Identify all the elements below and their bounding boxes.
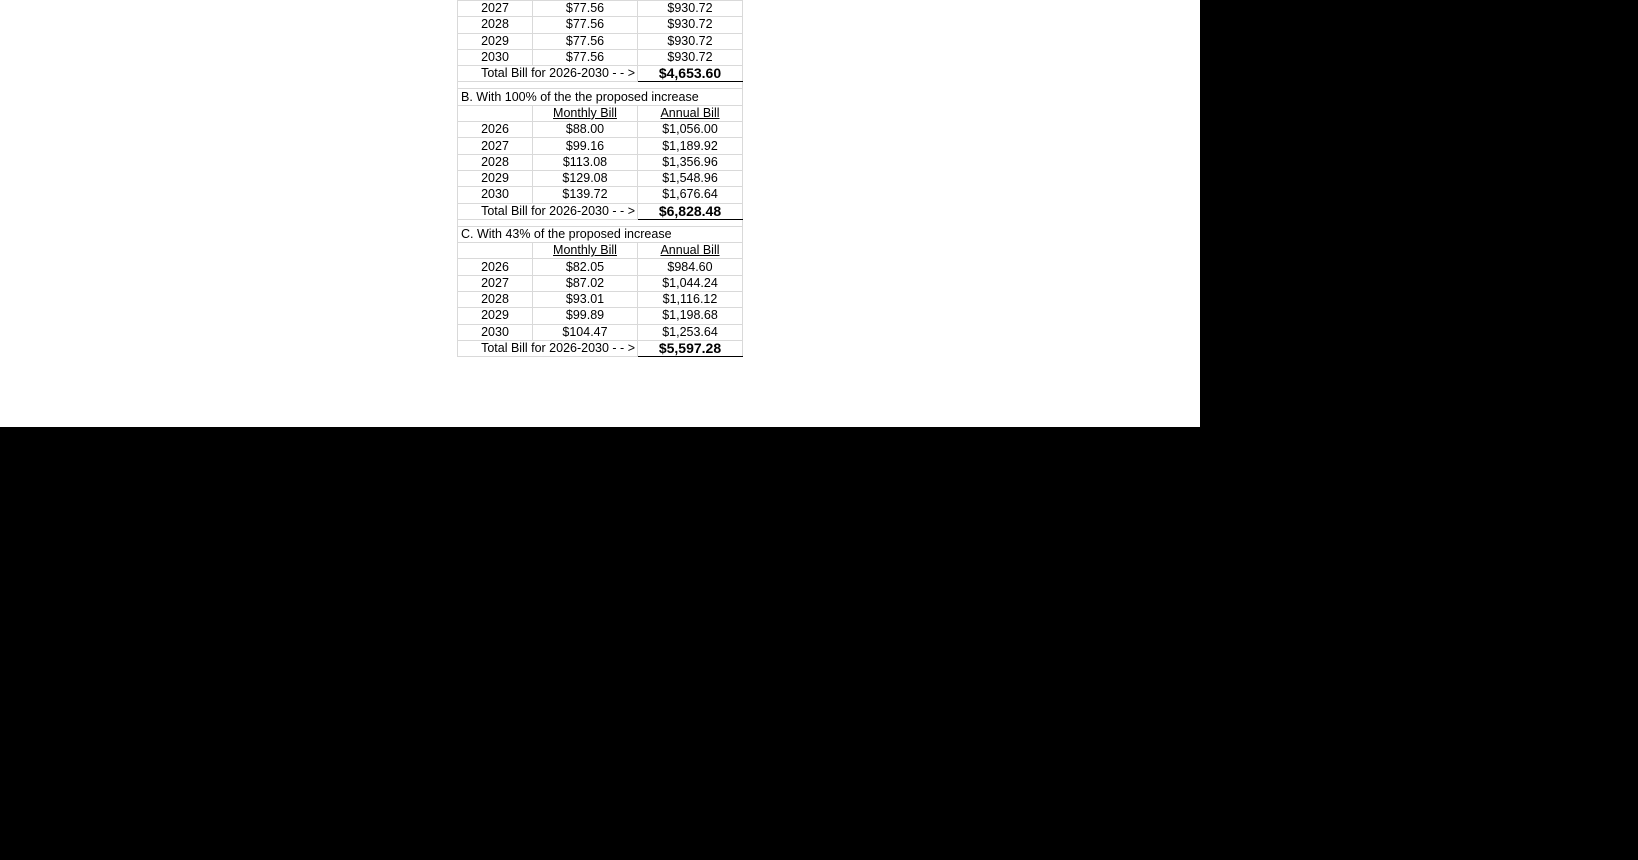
year-cell: 2027 [458, 275, 533, 291]
year-cell: 2026 [458, 122, 533, 138]
bill-table [457, 0, 743, 357]
table-row [458, 275, 743, 291]
monthly-bill-cell: $87.02 [533, 275, 638, 291]
year-cell: 2030 [458, 49, 533, 65]
year-cell: 2029 [458, 308, 533, 324]
monthly-bill-cell: $113.08 [533, 154, 638, 170]
total-label: Total Bill for 2026-2030 - - > [458, 203, 638, 219]
spacer-row [458, 82, 743, 89]
monthly-bill-cell: $82.05 [533, 259, 638, 275]
annual-bill-cell: $1,548.96 [638, 170, 743, 186]
annual-bill-cell: $930.72 [638, 1, 743, 17]
monthly-bill-cell: $77.56 [533, 17, 638, 33]
table-row [458, 259, 743, 275]
year-cell: 2026 [458, 259, 533, 275]
total-label: Total Bill for 2026-2030 - - > [458, 340, 638, 356]
table-row [458, 308, 743, 324]
year-cell: 2028 [458, 292, 533, 308]
annual-bill-cell: $930.72 [638, 33, 743, 49]
header-row [458, 105, 743, 121]
table-row [458, 187, 743, 203]
annual-bill-cell: $1,676.64 [638, 187, 743, 203]
monthly-bill-header: Monthly Bill [533, 105, 638, 121]
annual-bill-header: Annual Bill [638, 243, 743, 259]
monthly-bill-cell: $104.47 [533, 324, 638, 340]
annual-bill-cell: $930.72 [638, 17, 743, 33]
year-cell: 2029 [458, 33, 533, 49]
monthly-bill-header: Monthly Bill [533, 243, 638, 259]
monthly-bill-cell: $77.56 [533, 49, 638, 65]
table-row [458, 17, 743, 33]
section-title-row [458, 89, 743, 105]
total-value: $4,653.60 [638, 66, 743, 82]
annual-bill-cell: $1,044.24 [638, 275, 743, 291]
total-row [458, 66, 743, 82]
year-cell: 2030 [458, 324, 533, 340]
year-cell: 2027 [458, 138, 533, 154]
year-cell: 2028 [458, 154, 533, 170]
total-label: Total Bill for 2026-2030 - - > [458, 66, 638, 82]
year-cell: 2030 [458, 187, 533, 203]
annual-bill-cell: $1,116.12 [638, 292, 743, 308]
total-value: $5,597.28 [638, 340, 743, 356]
section-title: C. With 43% of the proposed increase [458, 226, 743, 242]
annual-bill-cell: $1,198.68 [638, 308, 743, 324]
annual-bill-cell: $1,356.96 [638, 154, 743, 170]
section-title: B. With 100% of the the proposed increase [458, 89, 743, 105]
monthly-bill-cell: $99.89 [533, 308, 638, 324]
annual-bill-cell: $1,253.64 [638, 324, 743, 340]
monthly-bill-cell: $77.56 [533, 1, 638, 17]
annual-bill-header: Annual Bill [638, 105, 743, 121]
empty-header-cell [458, 105, 533, 121]
annual-bill-cell: $984.60 [638, 259, 743, 275]
total-row [458, 340, 743, 356]
table-row [458, 170, 743, 186]
total-value: $6,828.48 [638, 203, 743, 219]
section-title-row [458, 226, 743, 242]
monthly-bill-cell: $77.56 [533, 33, 638, 49]
monthly-bill-cell: $129.08 [533, 170, 638, 186]
total-row [458, 203, 743, 219]
table-row [458, 1, 743, 17]
table-row [458, 292, 743, 308]
empty-header-cell [458, 243, 533, 259]
monthly-bill-cell: $139.72 [533, 187, 638, 203]
year-cell: 2027 [458, 1, 533, 17]
monthly-bill-cell: $88.00 [533, 122, 638, 138]
monthly-bill-cell: $93.01 [533, 292, 638, 308]
spacer-row [458, 219, 743, 226]
table-row [458, 49, 743, 65]
table-row [458, 138, 743, 154]
year-cell: 2028 [458, 17, 533, 33]
annual-bill-cell: $1,056.00 [638, 122, 743, 138]
table-row [458, 324, 743, 340]
header-row [458, 243, 743, 259]
annual-bill-cell: $1,189.92 [638, 138, 743, 154]
table-row [458, 122, 743, 138]
year-cell: 2029 [458, 170, 533, 186]
table-row [458, 33, 743, 49]
table-row [458, 154, 743, 170]
spreadsheet-page [0, 0, 1200, 427]
monthly-bill-cell: $99.16 [533, 138, 638, 154]
annual-bill-cell: $930.72 [638, 49, 743, 65]
